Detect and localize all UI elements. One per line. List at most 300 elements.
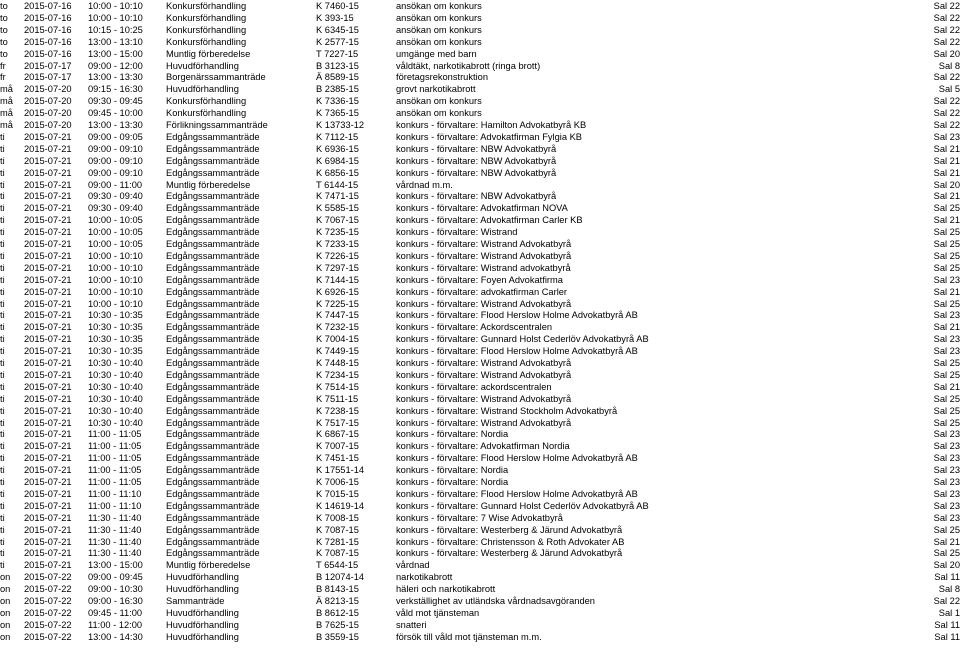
matter-cell: konkurs - förvaltare: Advokatfirman Carler KB bbox=[396, 215, 583, 226]
weekday-cell: fr bbox=[0, 72, 6, 83]
matter-cell: ansökan om konkurs bbox=[396, 12, 482, 23]
time-cell: 09:45 - 10:00 bbox=[88, 108, 143, 119]
time-cell: 10:00 - 10:10 bbox=[88, 298, 143, 309]
hearing-type-cell: Edgångssammanträde bbox=[166, 155, 260, 166]
time-cell: 11:30 - 11:40 bbox=[88, 536, 142, 547]
case-number-cell: B 12074-14 bbox=[316, 572, 365, 583]
hearing-type-cell: Huvudförhandling bbox=[166, 584, 239, 595]
matter-cell: konkurs - förvaltare: Wistrand Advokatbyrå bbox=[396, 298, 572, 309]
time-cell: 10:00 - 10:05 bbox=[88, 227, 143, 238]
courtroom-cell: Sal 25 bbox=[933, 239, 960, 249]
hearing-type-cell: Edgångssammanträde bbox=[166, 239, 260, 249]
date-cell: 2015-07-16 bbox=[24, 24, 72, 35]
hearing-type-cell: Edgångssammanträde bbox=[166, 488, 260, 499]
hearing-type-cell: Edgångssammanträde bbox=[166, 346, 260, 357]
case-number-cell: B 3559-15 bbox=[316, 631, 359, 642]
courtroom-cell: Sal 23 bbox=[933, 310, 960, 321]
courtroom-cell: Sal 23 bbox=[933, 500, 960, 511]
date-cell: 2015-07-21 bbox=[24, 203, 72, 214]
hearing-type-cell: Edgångssammanträde bbox=[166, 203, 260, 214]
case-number-cell: K 7514-15 bbox=[316, 381, 359, 392]
case-number-cell: K 2577-15 bbox=[316, 36, 359, 47]
matter-cell: våldtäkt, narkotikabrott (ringa brott) bbox=[396, 60, 541, 71]
time-cell: 10:30 - 10:35 bbox=[88, 310, 143, 321]
date-cell: 2015-07-17 bbox=[24, 60, 72, 71]
time-cell: 13:00 - 13:30 bbox=[88, 120, 143, 130]
matter-cell: ansökan om konkurs bbox=[396, 1, 482, 11]
time-cell: 11:30 - 11:40 bbox=[88, 512, 142, 523]
weekday-cell: ti bbox=[0, 500, 5, 511]
time-cell: 10:00 - 10:10 bbox=[88, 262, 143, 273]
matter-cell: vårdnad m.m. bbox=[396, 179, 453, 190]
weekday-cell: to bbox=[0, 12, 8, 23]
hearing-type-cell: Muntlig förberedelse bbox=[166, 48, 251, 59]
weekday-cell: må bbox=[0, 84, 13, 95]
time-cell: 09:00 - 10:30 bbox=[88, 584, 143, 595]
weekday-cell: ti bbox=[0, 274, 5, 285]
courtroom-cell: Sal 25 bbox=[933, 250, 960, 261]
case-number-cell: K 7234-15 bbox=[316, 369, 359, 380]
weekday-cell: ti bbox=[0, 298, 5, 309]
hearing-type-cell: Edgångssammanträde bbox=[166, 524, 260, 535]
courtroom-cell: Sal 21 bbox=[933, 322, 960, 333]
time-cell: 10:00 - 10:10 bbox=[88, 274, 143, 285]
matter-cell: narkotikabrott bbox=[396, 572, 453, 583]
schedule-row bbox=[0, 631, 960, 644]
hearing-type-cell: Edgångssammanträde bbox=[166, 250, 260, 261]
matter-cell: konkurs - förvaltare: Wistrand Advokatbyrå bbox=[396, 250, 572, 261]
courtroom-cell: Sal 23 bbox=[933, 441, 960, 452]
hearing-type-cell: Förlikningssammanträde bbox=[166, 120, 268, 130]
courtroom-cell: Sal 21 bbox=[933, 215, 960, 226]
courtroom-cell: Sal 1 bbox=[938, 607, 960, 618]
weekday-cell: ti bbox=[0, 512, 5, 523]
case-number-cell: K 7008-15 bbox=[316, 512, 359, 523]
case-number-cell: K 6867-15 bbox=[316, 429, 359, 440]
hearing-type-cell: Huvudförhandling bbox=[166, 619, 239, 630]
courtroom-cell: Sal 20 bbox=[933, 48, 960, 59]
date-cell: 2015-07-21 bbox=[24, 465, 72, 476]
time-cell: 11:00 - 11:05 bbox=[88, 465, 142, 476]
case-number-cell: K 6856-15 bbox=[316, 167, 359, 178]
case-number-cell: K 6926-15 bbox=[316, 286, 359, 297]
time-cell: 10:30 - 10:40 bbox=[88, 405, 143, 416]
hearing-type-cell: Edgångssammanträde bbox=[166, 465, 260, 476]
case-number-cell: K 7007-15 bbox=[316, 441, 359, 452]
date-cell: 2015-07-22 bbox=[24, 619, 72, 630]
date-cell: 2015-07-21 bbox=[24, 512, 72, 523]
matter-cell: konkurs - förvaltare: Foyen Advokatfirma bbox=[396, 274, 563, 285]
courtroom-cell: Sal 25 bbox=[933, 227, 960, 238]
weekday-cell: ti bbox=[0, 179, 5, 190]
weekday-cell: ti bbox=[0, 239, 5, 249]
time-cell: 10:30 - 10:35 bbox=[88, 346, 143, 357]
hearing-type-cell: Edgångssammanträde bbox=[166, 227, 260, 238]
case-number-cell: K 6936-15 bbox=[316, 143, 359, 154]
date-cell: 2015-07-21 bbox=[24, 560, 72, 571]
weekday-cell: ti bbox=[0, 429, 5, 440]
matter-cell: snatteri bbox=[396, 619, 427, 630]
case-number-cell: K 6345-15 bbox=[316, 24, 359, 35]
weekday-cell: ti bbox=[0, 143, 5, 154]
date-cell: 2015-07-20 bbox=[24, 96, 72, 107]
case-number-cell: K 7449-15 bbox=[316, 346, 359, 357]
courtroom-cell: Sal 8 bbox=[938, 584, 960, 595]
date-cell: 2015-07-16 bbox=[24, 1, 72, 11]
courtroom-cell: Sal 21 bbox=[933, 536, 960, 547]
courtroom-cell: Sal 23 bbox=[933, 429, 960, 440]
date-cell: 2015-07-22 bbox=[24, 584, 72, 595]
case-number-cell: K 7471-15 bbox=[316, 191, 359, 202]
courtroom-cell: Sal 21 bbox=[933, 191, 960, 202]
weekday-cell: ti bbox=[0, 191, 5, 202]
date-cell: 2015-07-21 bbox=[24, 322, 72, 333]
courtroom-cell: Sal 23 bbox=[933, 453, 960, 464]
matter-cell: konkurs - förvaltare: Wistrand Stockholm Advokatbyrå bbox=[396, 405, 618, 416]
date-cell: 2015-07-21 bbox=[24, 524, 72, 535]
hearing-type-cell: Edgångssammanträde bbox=[166, 143, 260, 154]
weekday-cell: ti bbox=[0, 262, 5, 273]
matter-cell: konkurs - förvaltare: Advokatfirman Nordia bbox=[396, 441, 570, 452]
date-cell: 2015-07-21 bbox=[24, 250, 72, 261]
time-cell: 09:30 - 09:40 bbox=[88, 191, 143, 202]
courtroom-cell: Sal 21 bbox=[933, 167, 960, 178]
matter-cell: konkurs - förvaltare: Westerberg & Järund Advokatbyrå bbox=[396, 524, 623, 535]
hearing-type-cell: Konkursförhandling bbox=[166, 96, 247, 107]
matter-cell: grovt narkotikabrott bbox=[396, 84, 476, 95]
courtroom-cell: Sal 11 bbox=[934, 572, 960, 583]
case-number-cell: K 7447-15 bbox=[316, 310, 359, 321]
matter-cell: konkurs - förvaltare: Gunnard Holst Cederlöv Advokatbyrå AB bbox=[396, 334, 649, 345]
weekday-cell: ti bbox=[0, 453, 5, 464]
matter-cell: ansökan om konkurs bbox=[396, 36, 482, 47]
date-cell: 2015-07-21 bbox=[24, 488, 72, 499]
weekday-cell: on bbox=[0, 596, 11, 606]
time-cell: 11:00 - 11:10 bbox=[88, 488, 142, 499]
date-cell: 2015-07-16 bbox=[24, 12, 72, 23]
matter-cell: konkurs - förvaltare: Nordia bbox=[396, 465, 509, 476]
weekday-cell: ti bbox=[0, 488, 5, 499]
date-cell: 2015-07-22 bbox=[24, 596, 72, 606]
weekday-cell: ti bbox=[0, 334, 5, 345]
time-cell: 09:30 - 09:40 bbox=[88, 203, 143, 214]
date-cell: 2015-07-21 bbox=[24, 274, 72, 285]
case-number-cell: K 7087-15 bbox=[316, 524, 359, 535]
courtroom-cell: Sal 23 bbox=[933, 334, 960, 345]
date-cell: 2015-07-21 bbox=[24, 155, 72, 166]
weekday-cell: on bbox=[0, 572, 11, 583]
case-number-cell: K 7451-15 bbox=[316, 453, 359, 464]
hearing-type-cell: Edgångssammanträde bbox=[166, 334, 260, 345]
weekday-cell: ti bbox=[0, 167, 5, 178]
weekday-cell: ti bbox=[0, 524, 5, 535]
hearing-type-cell: Huvudförhandling bbox=[166, 84, 239, 95]
hearing-type-cell: Konkursförhandling bbox=[166, 108, 247, 119]
matter-cell: konkurs - förvaltare: ackordscentralen bbox=[396, 381, 552, 392]
date-cell: 2015-07-21 bbox=[24, 179, 72, 190]
case-number-cell: K 7517-15 bbox=[316, 417, 359, 428]
matter-cell: ansökan om konkurs bbox=[396, 108, 482, 119]
date-cell: 2015-07-21 bbox=[24, 298, 72, 309]
hearing-type-cell: Huvudförhandling bbox=[166, 607, 239, 618]
hearing-type-cell: Edgångssammanträde bbox=[166, 191, 260, 202]
weekday-cell: fr bbox=[0, 60, 6, 71]
matter-cell: konkurs - förvaltare: Flood Herslow Holme Advokatbyrå AB bbox=[396, 488, 638, 499]
date-cell: 2015-07-21 bbox=[24, 358, 72, 368]
courtroom-cell: Sal 22 bbox=[933, 24, 960, 35]
hearing-type-cell: Huvudförhandling bbox=[166, 60, 239, 71]
date-cell: 2015-07-20 bbox=[24, 108, 72, 119]
weekday-cell: må bbox=[0, 120, 13, 130]
hearing-type-cell: Konkursförhandling bbox=[166, 1, 247, 11]
courtroom-cell: Sal 11 bbox=[934, 631, 960, 642]
case-number-cell: K 7233-15 bbox=[316, 239, 359, 249]
time-cell: 10:30 - 10:40 bbox=[88, 358, 143, 368]
matter-cell: konkurs - förvaltare: Wistrand Advokatbyrå bbox=[396, 417, 572, 428]
date-cell: 2015-07-21 bbox=[24, 191, 72, 202]
weekday-cell: ti bbox=[0, 227, 5, 238]
time-cell: 09:45 - 11:00 bbox=[88, 607, 143, 618]
matter-cell: konkurs - förvaltare: Flood Herslow Holme Advokatbyrå AB bbox=[396, 346, 638, 357]
matter-cell: konkurs - förvaltare: Wistrand Advokatbyrå bbox=[396, 239, 572, 249]
date-cell: 2015-07-21 bbox=[24, 143, 72, 154]
date-cell: 2015-07-21 bbox=[24, 131, 72, 142]
hearing-type-cell: Edgångssammanträde bbox=[166, 441, 260, 452]
weekday-cell: ti bbox=[0, 393, 5, 404]
courtroom-cell: Sal 25 bbox=[933, 298, 960, 309]
matter-cell: ansökan om konkurs bbox=[396, 24, 482, 35]
case-number-cell: K 7281-15 bbox=[316, 536, 359, 547]
weekday-cell: on bbox=[0, 607, 11, 618]
case-number-cell: K 14619-14 bbox=[316, 500, 365, 511]
time-cell: 11:00 - 11:05 bbox=[88, 453, 142, 464]
matter-cell: konkurs - förvaltare: NBW Advokatbyrå bbox=[396, 143, 557, 154]
hearing-type-cell: Borgenärssammanträde bbox=[166, 72, 266, 83]
matter-cell: konkurs - förvaltare: Wistrand Advokatbyrå bbox=[396, 393, 572, 404]
case-number-cell: T 6544-15 bbox=[316, 560, 359, 571]
courtroom-cell: Sal 8 bbox=[938, 60, 960, 71]
case-number-cell: K 7460-15 bbox=[316, 1, 359, 11]
matter-cell: konkurs - förvaltare: Ackordscentralen bbox=[396, 322, 553, 333]
hearing-type-cell: Edgångssammanträde bbox=[166, 512, 260, 523]
matter-cell: konkurs - förvaltare: NBW Advokatbyrå bbox=[396, 167, 557, 178]
time-cell: 10:30 - 10:35 bbox=[88, 322, 143, 333]
hearing-type-cell: Huvudförhandling bbox=[166, 631, 239, 642]
weekday-cell: ti bbox=[0, 310, 5, 321]
time-cell: 11:30 - 11:40 bbox=[88, 524, 142, 535]
matter-cell: umgänge med barn bbox=[396, 48, 477, 59]
time-cell: 13:00 - 13:10 bbox=[88, 36, 143, 47]
date-cell: 2015-07-21 bbox=[24, 286, 72, 297]
weekday-cell: ti bbox=[0, 322, 5, 333]
date-cell: 2015-07-21 bbox=[24, 429, 72, 440]
courtroom-cell: Sal 22 bbox=[933, 12, 960, 23]
matter-cell: konkurs - förvaltare: Wistrand Advokatbyrå bbox=[396, 358, 572, 368]
courtroom-cell: Sal 21 bbox=[933, 143, 960, 154]
case-number-cell: B 7625-15 bbox=[316, 619, 359, 630]
case-number-cell: K 7225-15 bbox=[316, 298, 359, 309]
matter-cell: häleri och narkotikabrott bbox=[396, 584, 496, 595]
matter-cell: konkurs - förvaltare: Flood Herslow Holme Advokatbyrå AB bbox=[396, 453, 638, 464]
weekday-cell: ti bbox=[0, 381, 5, 392]
case-number-cell: K 7365-15 bbox=[316, 108, 359, 119]
date-cell: 2015-07-21 bbox=[24, 393, 72, 404]
case-number-cell: B 8143-15 bbox=[316, 584, 359, 595]
hearing-type-cell: Edgångssammanträde bbox=[166, 310, 260, 321]
date-cell: 2015-07-22 bbox=[24, 631, 72, 642]
date-cell: 2015-07-22 bbox=[24, 607, 72, 618]
case-number-cell: T 7227-15 bbox=[316, 48, 359, 59]
weekday-cell: må bbox=[0, 108, 13, 119]
time-cell: 10:00 - 10:05 bbox=[88, 215, 143, 226]
weekday-cell: ti bbox=[0, 250, 5, 261]
matter-cell: konkurs - förvaltare: Advokatfirman NOVA bbox=[396, 203, 568, 214]
time-cell: 09:00 - 09:10 bbox=[88, 167, 143, 178]
weekday-cell: ti bbox=[0, 203, 5, 214]
matter-cell: konkurs - förvaltare: 7 Wise Advokatbyrå bbox=[396, 512, 563, 523]
courtroom-cell: Sal 22 bbox=[933, 120, 960, 130]
hearing-type-cell: Edgångssammanträde bbox=[166, 358, 260, 368]
case-number-cell: K 7235-15 bbox=[316, 227, 359, 238]
date-cell: 2015-07-21 bbox=[24, 239, 72, 249]
weekday-cell: on bbox=[0, 631, 11, 642]
matter-cell: konkurs - förvaltare: Nordia bbox=[396, 477, 509, 487]
date-cell: 2015-07-21 bbox=[24, 215, 72, 226]
date-cell: 2015-07-21 bbox=[24, 405, 72, 416]
courtroom-cell: Sal 25 bbox=[933, 358, 960, 368]
hearing-type-cell: Edgångssammanträde bbox=[166, 131, 260, 142]
time-cell: 13:00 - 15:00 bbox=[88, 48, 143, 59]
case-number-cell: K 13733-12 bbox=[316, 120, 365, 130]
weekday-cell: ti bbox=[0, 346, 5, 357]
time-cell: 11:00 - 11:10 bbox=[88, 500, 142, 511]
date-cell: 2015-07-21 bbox=[24, 536, 72, 547]
matter-cell: konkurs - förvaltare: advokatfirman Carler bbox=[396, 286, 568, 297]
courtroom-cell: Sal 21 bbox=[933, 381, 960, 392]
courtroom-cell: Sal 22 bbox=[933, 36, 960, 47]
weekday-cell: on bbox=[0, 619, 11, 630]
courtroom-cell: Sal 23 bbox=[933, 477, 960, 487]
courtroom-cell: Sal 22 bbox=[933, 1, 960, 11]
matter-cell: vårdnad bbox=[396, 560, 430, 571]
courtroom-cell: Sal 23 bbox=[933, 346, 960, 357]
weekday-cell: ti bbox=[0, 441, 5, 452]
courtroom-cell: Sal 25 bbox=[933, 369, 960, 380]
courtroom-cell: Sal 23 bbox=[933, 274, 960, 285]
date-cell: 2015-07-20 bbox=[24, 120, 72, 130]
date-cell: 2015-07-21 bbox=[24, 310, 72, 321]
case-number-cell: K 7144-15 bbox=[316, 274, 359, 285]
case-number-cell: K 7336-15 bbox=[316, 96, 359, 107]
time-cell: 11:00 - 11:05 bbox=[88, 477, 142, 487]
weekday-cell: ti bbox=[0, 465, 5, 476]
date-cell: 2015-07-16 bbox=[24, 36, 72, 47]
time-cell: 09:00 - 09:05 bbox=[88, 131, 143, 142]
hearing-type-cell: Edgångssammanträde bbox=[166, 453, 260, 464]
time-cell: 13:00 - 15:00 bbox=[88, 560, 143, 571]
date-cell: 2015-07-21 bbox=[24, 262, 72, 273]
time-cell: 10:00 - 10:10 bbox=[88, 250, 143, 261]
matter-cell: konkurs - förvaltare: Wistrand advokatbyrå bbox=[396, 262, 571, 273]
courtroom-cell: Sal 23 bbox=[933, 488, 960, 499]
courtroom-cell: Sal 25 bbox=[933, 262, 960, 273]
date-cell: 2015-07-21 bbox=[24, 441, 72, 452]
date-cell: 2015-07-21 bbox=[24, 500, 72, 511]
matter-cell: försök till våld mot tjänsteman m.m. bbox=[396, 631, 542, 642]
courtroom-cell: Sal 22 bbox=[933, 72, 960, 83]
matter-cell: konkurs - förvaltare: Westerberg & Järund Advokatbyrå bbox=[396, 548, 623, 559]
hearing-type-cell: Edgångssammanträde bbox=[166, 548, 260, 559]
matter-cell: ansökan om konkurs bbox=[396, 96, 482, 107]
case-number-cell: K 7006-15 bbox=[316, 477, 359, 487]
courtroom-cell: Sal 22 bbox=[933, 96, 960, 107]
date-cell: 2015-07-21 bbox=[24, 477, 72, 487]
weekday-cell: ti bbox=[0, 417, 5, 428]
case-number-cell: K 7232-15 bbox=[316, 322, 359, 333]
weekday-cell: ti bbox=[0, 536, 5, 547]
courtroom-cell: Sal 23 bbox=[933, 131, 960, 142]
hearing-type-cell: Edgångssammanträde bbox=[166, 262, 260, 273]
hearing-type-cell: Edgångssammanträde bbox=[166, 274, 260, 285]
hearing-type-cell: Edgångssammanträde bbox=[166, 286, 260, 297]
date-cell: 2015-07-16 bbox=[24, 48, 72, 59]
hearing-type-cell: Edgångssammanträde bbox=[166, 369, 260, 380]
weekday-cell: ti bbox=[0, 155, 5, 166]
weekday-cell: on bbox=[0, 584, 11, 595]
matter-cell: konkurs - förvaltare: Nordia bbox=[396, 429, 509, 440]
case-number-cell: K 7297-15 bbox=[316, 262, 359, 273]
time-cell: 11:00 - 12:00 bbox=[88, 619, 143, 630]
case-number-cell: K 17551-14 bbox=[316, 465, 365, 476]
date-cell: 2015-07-21 bbox=[24, 346, 72, 357]
time-cell: 09:00 - 09:10 bbox=[88, 155, 143, 166]
case-number-cell: K 7004-15 bbox=[316, 334, 359, 345]
time-cell: 10:30 - 10:40 bbox=[88, 369, 143, 380]
weekday-cell: ti bbox=[0, 286, 5, 297]
weekday-cell: ti bbox=[0, 560, 5, 571]
time-cell: 09:30 - 09:45 bbox=[88, 96, 143, 107]
date-cell: 2015-07-21 bbox=[24, 227, 72, 238]
date-cell: 2015-07-21 bbox=[24, 167, 72, 178]
hearing-type-cell: Edgångssammanträde bbox=[166, 298, 260, 309]
hearing-type-cell: Edgångssammanträde bbox=[166, 500, 260, 511]
date-cell: 2015-07-21 bbox=[24, 369, 72, 380]
matter-cell: konkurs - förvaltare: Christensson & Roth Advokater AB bbox=[396, 536, 625, 547]
date-cell: 2015-07-22 bbox=[24, 572, 72, 583]
date-cell: 2015-07-17 bbox=[24, 72, 72, 83]
time-cell: 10:00 - 10:10 bbox=[88, 1, 143, 11]
time-cell: 11:30 - 11:40 bbox=[88, 548, 142, 559]
hearing-type-cell: Edgångssammanträde bbox=[166, 381, 260, 392]
weekday-cell: ti bbox=[0, 131, 5, 142]
case-number-cell: Ä 8589-15 bbox=[316, 72, 359, 83]
date-cell: 2015-07-21 bbox=[24, 381, 72, 392]
time-cell: 13:00 - 13:30 bbox=[88, 72, 143, 83]
time-cell: 10:00 - 10:10 bbox=[88, 12, 143, 23]
time-cell: 10:30 - 10:40 bbox=[88, 381, 143, 392]
courtroom-cell: Sal 23 bbox=[933, 512, 960, 523]
time-cell: 09:00 - 09:10 bbox=[88, 143, 143, 154]
case-number-cell: K 7226-15 bbox=[316, 250, 359, 261]
time-cell: 09:00 - 09:45 bbox=[88, 572, 143, 583]
matter-cell: våld mot tjänsteman bbox=[396, 607, 480, 618]
matter-cell: verkställighet av utländska vårdnadsavgöranden bbox=[396, 596, 595, 606]
courtroom-cell: Sal 11 bbox=[934, 619, 960, 630]
time-cell: 11:00 - 11:05 bbox=[88, 429, 142, 440]
courtroom-cell: Sal 25 bbox=[933, 524, 960, 535]
time-cell: 13:00 - 14:30 bbox=[88, 631, 143, 642]
hearing-type-cell: Huvudförhandling bbox=[166, 572, 239, 583]
